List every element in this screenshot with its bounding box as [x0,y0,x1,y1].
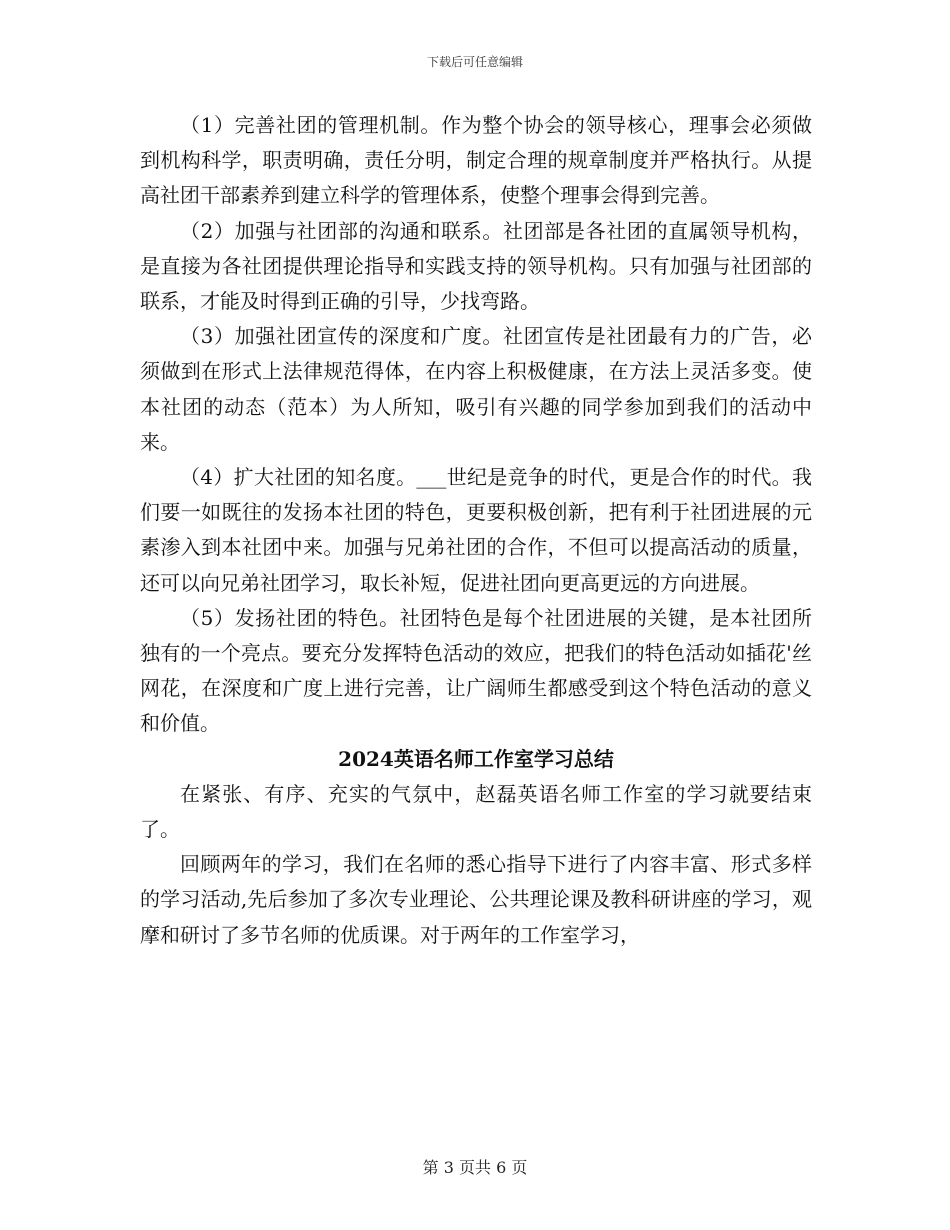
paragraph-2: （2）加强与社团部的沟通和联系。社团部是各社团的直属领导机构，是直接为各社团提供理论指导和实践支持的领导机构。只有加强与社团部的联系，才能及时得到正确的引导，少找弯路。 [140,218,812,314]
paragraph-5: （5）发扬社团的特色。社团特色是每个社团进展的关键，是本社团所独有的一个亮点。要充分发挥特色活动的效应，把我们的特色活动如插花'丝网花，在深度和广度上进行完善，让广阔师生都感受到这个特色活动的意义和价值。 [140,605,812,736]
document-body [140,108,812,953]
paragraph-1: （1）完善社团的管理机制。作为整个协会的领导核心，理事会必须做到机构科学，职责明确，责任分明，制定合理的规章制度并严格执行。从提高社团干部素养到建立科学的管理体系，使整个理事会得到完善。 [140,113,812,208]
page-header: 下载后可任意编辑 [426,55,523,69]
section-paragraph-1: 在紧张、有序、充实的气氛中，赵磊英语名师工作室的学习就要结束了。 [140,781,812,842]
section-title: 2024英语名师工作室学习总结 [338,746,614,771]
section-paragraph-2: 回顾两年的学习，我们在名师的悉心指导下进行了内容丰富、形式多样的学习活动,先后参加了多次专业理论、公共理论课及教科研讲座的学习，观摩和研讨了多节名师的优质课。对于两年的工作室学习， [140,852,812,947]
page-footer: 第 3 页共 6 页 [422,1158,528,1177]
paragraph-3: （3）加强社团宣传的深度和广度。社团宣传是社团最有力的广告，必须做到在形式上法律规范得体，在内容上积极健康，在方法上灵活多变。使本社团的动态（范本）为人所知，吸引有兴趣的同学参加到我们的活动中来。 [140,324,812,454]
paragraph-4: （4）扩大社团的知名度。___世纪是竞争的时代，更是合作的时代。我们要一如既往的发扬本社团的特色，更要积极创新，把有利于社团进展的元素渗入到本社团中来。加强与兄弟社团的合作，不但可以提高活动的质量，还可以向兄弟社团学习，取长补短，促进社团向更高更远的方向进展。 [140,465,812,595]
